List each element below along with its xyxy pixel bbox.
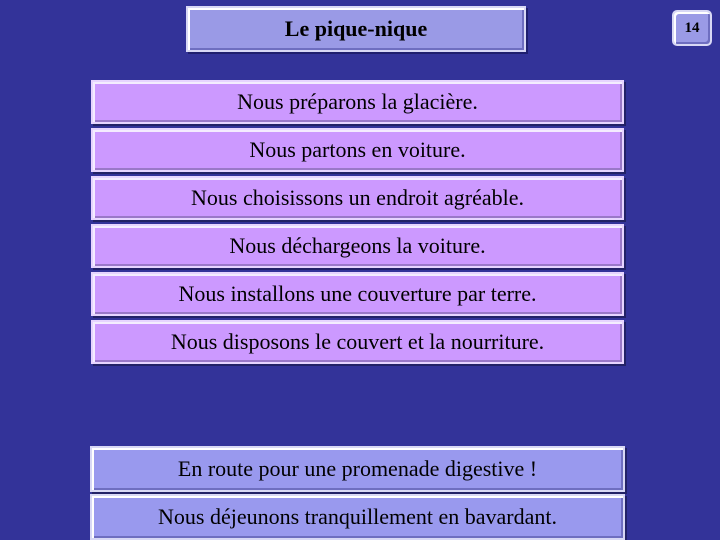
step-card[interactable]: Nous installons une couverture par terre.	[91, 272, 624, 316]
page-number: 14	[672, 10, 712, 46]
step-card[interactable]: Nous disposons le couvert et la nourriture.	[91, 320, 624, 364]
extra-step-card[interactable]: En route pour une promenade digestive !	[90, 446, 625, 492]
page-title: Le pique-nique	[186, 6, 526, 52]
step-card[interactable]: Nous préparons la glacière.	[91, 80, 624, 124]
step-card[interactable]: Nous partons en voiture.	[91, 128, 624, 172]
extra-step-card[interactable]: Nous déjeunons tranquillement en bavardant.	[90, 494, 625, 540]
step-card[interactable]: Nous déchargeons la voiture.	[91, 224, 624, 268]
step-card[interactable]: Nous choisissons un endroit agréable.	[91, 176, 624, 220]
